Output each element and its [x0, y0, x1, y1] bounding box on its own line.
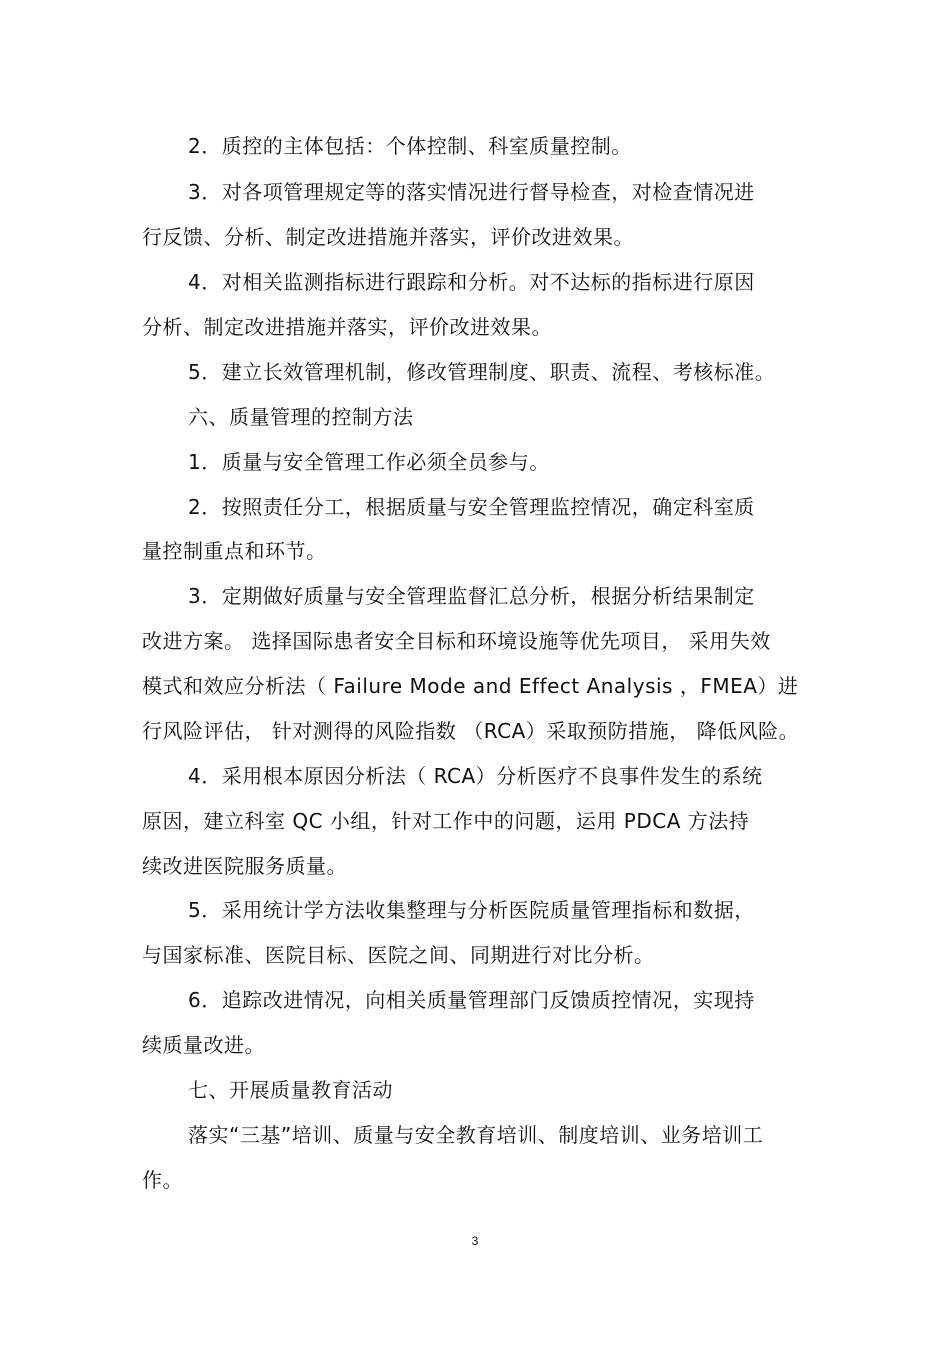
- section-heading: 七、开展质量教育活动: [188, 1078, 393, 1102]
- paragraph-line: 分析、制定改进措施并落实，评价改进效果。: [142, 315, 552, 339]
- paragraph-line: 4．采用根本原因分析法（ RCA）分析医疗不良事件发生的系统: [188, 764, 763, 788]
- paragraph-line: 与国家标准、医院目标、医院之间、同期进行对比分析。: [142, 943, 655, 967]
- paragraph-line: 5．建立长效管理机制，修改管理制度、职责、流程、考核标准。: [188, 360, 776, 384]
- paragraph-line: 量控制重点和环节。: [142, 539, 327, 563]
- paragraph-line: 模式和效应分析法（ Failure Mode and Effect Analysis ，FMEA）进: [142, 674, 799, 698]
- paragraph-line: 6．追踪改进情况，向相关质量管理部门反馈质控情况，实现持: [188, 988, 755, 1012]
- paragraph-line: 行反馈、分析、制定改进措施并落实，评价改进效果。: [142, 225, 634, 249]
- paragraph-line: 2．按照责任分工，根据质量与安全管理监控情况，确定科室质: [188, 495, 755, 519]
- paragraph-line: 作。: [142, 1168, 183, 1192]
- paragraph-line: 1．质量与安全管理工作必须全员参与。: [188, 450, 550, 474]
- section-heading: 六、质量管理的控制方法: [188, 405, 414, 429]
- paragraph-line: 原因，建立科室 QC 小组，针对工作中的问题，运用 PDCA 方法持: [142, 809, 750, 833]
- page-number: 3: [471, 1234, 479, 1248]
- paragraph-line: 3．对各项管理规定等的落实情况进行督导检查，对检查情况进: [188, 180, 755, 204]
- paragraph-line: 行风险评估， 针对测得的风险指数 （RCA）采取预防措施， 降低风险。: [142, 719, 800, 743]
- paragraph-line: 3．定期做好质量与安全管理监督汇总分析，根据分析结果制定: [188, 584, 755, 608]
- paragraph-line: 续改进医院服务质量。: [142, 854, 347, 878]
- paragraph-line: 落实“三基”培训、质量与安全教育培训、制度培训、业务培训工: [188, 1123, 764, 1147]
- paragraph-line: 4．对相关监测指标进行跟踪和分析。对不达标的指标进行原因: [188, 270, 755, 294]
- paragraph-line: 5．采用统计学方法收集整理与分析医院质量管理指标和数据，: [188, 898, 755, 922]
- paragraph-line: 2．质控的主体包括：个体控制、科室质量控制。: [188, 134, 632, 158]
- paragraph-line: 改进方案。 选择国际患者安全目标和环境设施等优先项目， 采用失效: [142, 629, 771, 653]
- paragraph-line: 续质量改进。: [142, 1033, 265, 1057]
